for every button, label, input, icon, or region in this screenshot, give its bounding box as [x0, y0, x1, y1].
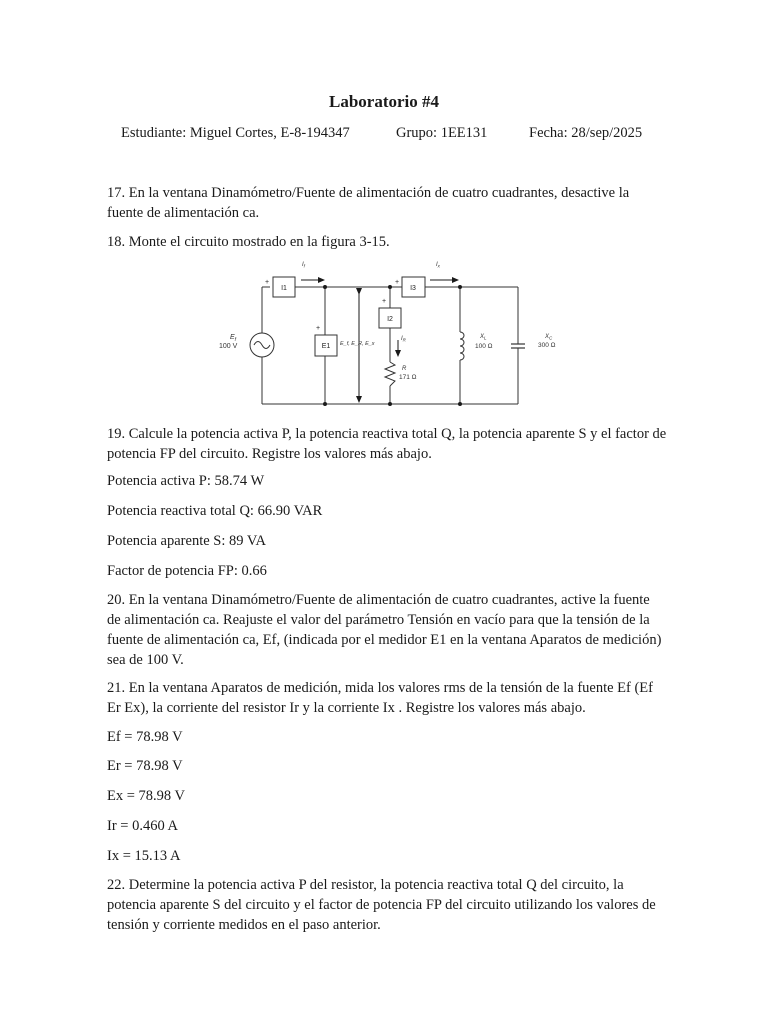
step-19: 19. Calcule la potencia activa P, la potencia reactiva total Q, la potencia aparente S y el factor de potencia FP del circuito. Registre los valores más abajo.: [107, 426, 667, 462]
result-reactive-power: Potencia reactiva total Q: 66.90 VAR: [107, 503, 323, 519]
inductor-icon: [460, 332, 464, 360]
measure-er: Er = 78.98 V: [107, 758, 183, 774]
inductor-name: $X_L$: [480, 334, 487, 341]
meter-i2-label: I2: [387, 316, 393, 323]
meter-i2-plus: +: [382, 298, 387, 305]
step-18: 18. Monte el circuito mostrado en la figura 3-15.: [107, 234, 390, 250]
inductor-value: 100 Ω: [475, 343, 493, 350]
junction-dot: [388, 285, 392, 289]
capacitor-name: $X_C$: [545, 334, 553, 341]
junction-dot: [458, 402, 462, 406]
measure-ir: Ir = 0.460 A: [107, 818, 179, 834]
voltage-label: E_f, E_R, E_x: [340, 341, 375, 347]
measure-ix: Ix = 15.13 A: [107, 848, 181, 864]
meter-e1-label: E1: [321, 343, 331, 350]
result-active-power: Potencia activa P: 58.74 W: [107, 473, 265, 489]
group-info: Grupo: 1EE131: [396, 125, 488, 141]
measure-ex: Ex = 78.98 V: [107, 788, 185, 804]
meter-i1-plus: +: [265, 279, 270, 286]
resistor-value: 171 Ω: [399, 374, 417, 381]
junction-dot: [323, 285, 327, 289]
measure-ef: Ef = 78.98 V: [107, 729, 183, 745]
capacitor-value: 300 Ω: [538, 342, 556, 349]
step-20: 20. En la ventana Dinamómetro/Fuente de alimentación de cuatro cuadrantes, active la fuente de alimentación ca. Reajuste el valor del parámetro Tensión en vacío para que la tensión de la fuente de alimentación ca, Ef, (indicada por el medidor E1 en la ventana Aparatos de medición) sea de 100 V.: [107, 592, 662, 668]
junction-dot: [323, 402, 327, 406]
source-label: $E_f$: [230, 334, 237, 343]
student-info: Estudiante: Miguel Cortes, E-8-194347: [121, 125, 350, 141]
resistor-name: R: [402, 366, 407, 372]
page-title: Laboratorio #4: [328, 92, 440, 111]
result-power-factor: Factor de potencia FP: 0.66: [107, 563, 267, 579]
meter-i1-label: I1: [281, 285, 287, 292]
junction-dot: [458, 285, 462, 289]
current-ix-label: $I_x$: [436, 262, 440, 269]
meter-i3-plus: +: [395, 279, 400, 286]
result-apparent-power: Potencia aparente S: 89 VA: [107, 533, 266, 549]
meter-e1-plus: +: [316, 325, 321, 332]
junction-dot: [388, 402, 392, 406]
step-21: 21. En la ventana Aparatos de medición, mida los valores rms de la tensión de la fuente Ef (Ef Er Ex), la corriente del resistor Ir y la corriente Ix . Registre los valores más abajo.: [107, 680, 653, 716]
date-info: Fecha: 28/sep/2025: [529, 125, 643, 141]
current-if-label: $I_f$: [302, 262, 305, 269]
resistor-icon: [385, 362, 395, 386]
current-ir-label: $I_R$: [401, 336, 406, 343]
step-17: 17. En la ventana Dinamómetro/Fuente de alimentación de cuatro cuadrantes, desactive la fuente de alimentación ca.: [107, 185, 630, 221]
source-value: 100 V: [219, 343, 238, 350]
step-22: 22. Determine la potencia activa P del resistor, la potencia reactiva total Q del circuito, la potencia aparente S del circuito y el factor de potencia FP del circuito utilizando los valores de tensión y corriente medidos en el paso anterior.: [107, 877, 656, 933]
circuit-diagram: [212, 258, 562, 410]
meter-i3-label: I3: [410, 285, 416, 292]
